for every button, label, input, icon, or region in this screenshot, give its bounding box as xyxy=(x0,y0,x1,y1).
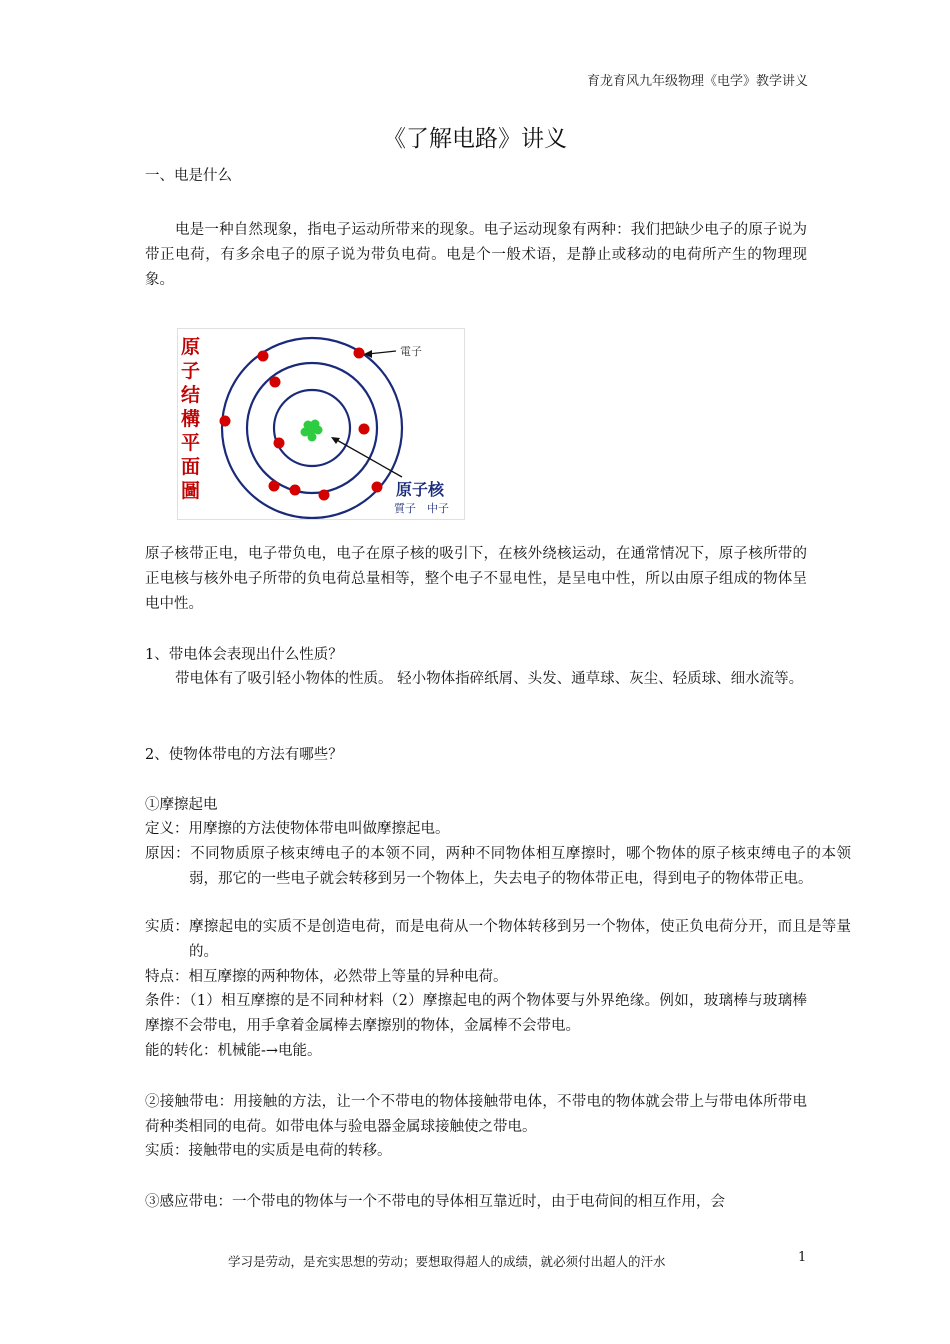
side-label-char: 圖 xyxy=(181,480,201,502)
atom-paragraph: 原子核带正电，电子带负电，电子在原子核的吸引下，在核外绕核运动，在通常情况下，原子核所带的正电核与核外电子所带的负电荷总量相等，整个电子不显电性，是呈电中性，所以由原子组成的物体呈电中性。 xyxy=(145,546,807,612)
atom-structure-figure xyxy=(177,328,465,520)
electron xyxy=(372,482,383,493)
side-label-char: 構 xyxy=(181,408,201,430)
electron xyxy=(270,377,281,388)
side-label-char: 平 xyxy=(181,432,201,454)
electron xyxy=(220,416,231,427)
side-label-char: 原 xyxy=(181,336,201,358)
document-title: 《了解电路》讲义 xyxy=(383,126,567,152)
question-2: 2、使物体带电的方法有哪些？ xyxy=(145,747,343,763)
electron xyxy=(319,490,330,501)
electron xyxy=(354,348,365,359)
figure-side-label xyxy=(181,335,200,502)
page-header: 育龙育风九年级物理《电学》教学讲义 xyxy=(586,74,808,89)
nucleus xyxy=(301,420,323,442)
electron xyxy=(269,481,280,492)
friction-heading: ①摩擦起电 xyxy=(145,797,218,813)
intro-paragraph: 电是一种自然现象，指电子运动所带来的现象。电子运动现象有两种：我们把缺少电子的原子说为带正电荷，有多余电子的原子说为带负电荷。电是个一般术语，是静止或移动的电荷所产生的物理现象。 xyxy=(145,222,807,288)
side-label-char: 结 xyxy=(181,384,201,406)
contact-paragraph: ②接触带电：用接触的方法，让一个不带电的物体接触带电体，不带电的物体就会带上与带电体所带电荷种类相同的电荷。如带电体与验电器金属球接触使之带电。 xyxy=(145,1094,807,1135)
answer-1: 带电体有了吸引轻小物体的性质。 轻小物体指碎纸屑、头发、通草球、灰尘、轻质球、细水流等。 xyxy=(175,671,804,687)
proton-neutron-label: 質子 中子 xyxy=(394,502,449,515)
side-label-char: 子 xyxy=(181,360,201,382)
friction-definition: 定义：用摩擦的方法使物体带电叫做摩擦起电。 xyxy=(145,821,450,837)
friction-condition: 条件：（1）相互摩擦的是不同种材料（2）摩擦起电的两个物体要与外界绝缘。例如，玻璃棒与玻璃棒摩擦不会带电，用手拿着金属棒去摩擦别的物体，金属棒不会带电。 xyxy=(145,993,807,1034)
page-number: 1 xyxy=(798,1250,807,1265)
friction-reason: 原因：不同物质原子核束缚电子的本领不同，两种不同物体相互摩擦时，哪个物体的原子核束缚电子的本领弱，那它的一些电子就会转移到另一个物体上，失去电子的物体带正电，得到电子的物体带正电。 xyxy=(145,846,851,887)
friction-essence: 实质：摩擦起电的实质不是创造电荷，而是电荷从一个物体转移到另一个物体，使正负电荷分开，而且是等量的。 xyxy=(145,919,851,960)
electron xyxy=(274,438,285,449)
contact-essence: 实质：接触带电的实质是电荷的转移。 xyxy=(145,1143,392,1159)
induction-paragraph: ③感应带电：一个带电的物体与一个不带电的导体相互靠近时，由于电荷间的相互作用，会 xyxy=(145,1194,725,1210)
electron-label: 電子 xyxy=(400,345,422,358)
section-heading: 一、电是什么 xyxy=(145,168,232,184)
page-footer: 学习是劳动，是充实思想的劳动；要想取得超人的成绩，就必须付出超人的汗水 xyxy=(228,1254,666,1269)
side-label-char: 面 xyxy=(181,456,201,478)
electron xyxy=(258,351,269,362)
electron xyxy=(359,424,370,435)
nucleus-pointer-line xyxy=(335,439,402,477)
atom-diagram xyxy=(178,329,464,519)
question-1: 1、带电体会表现出什么性质？ xyxy=(145,647,343,663)
friction-energy: 能的转化：机械能-→电能。 xyxy=(145,1043,322,1059)
nucleus-label: 原子核 xyxy=(396,480,445,499)
electron xyxy=(290,485,301,496)
electron-pointer-line xyxy=(368,351,396,354)
friction-feature: 特点：相互摩擦的两种物体，必然带上等量的异种电荷。 xyxy=(145,969,508,985)
